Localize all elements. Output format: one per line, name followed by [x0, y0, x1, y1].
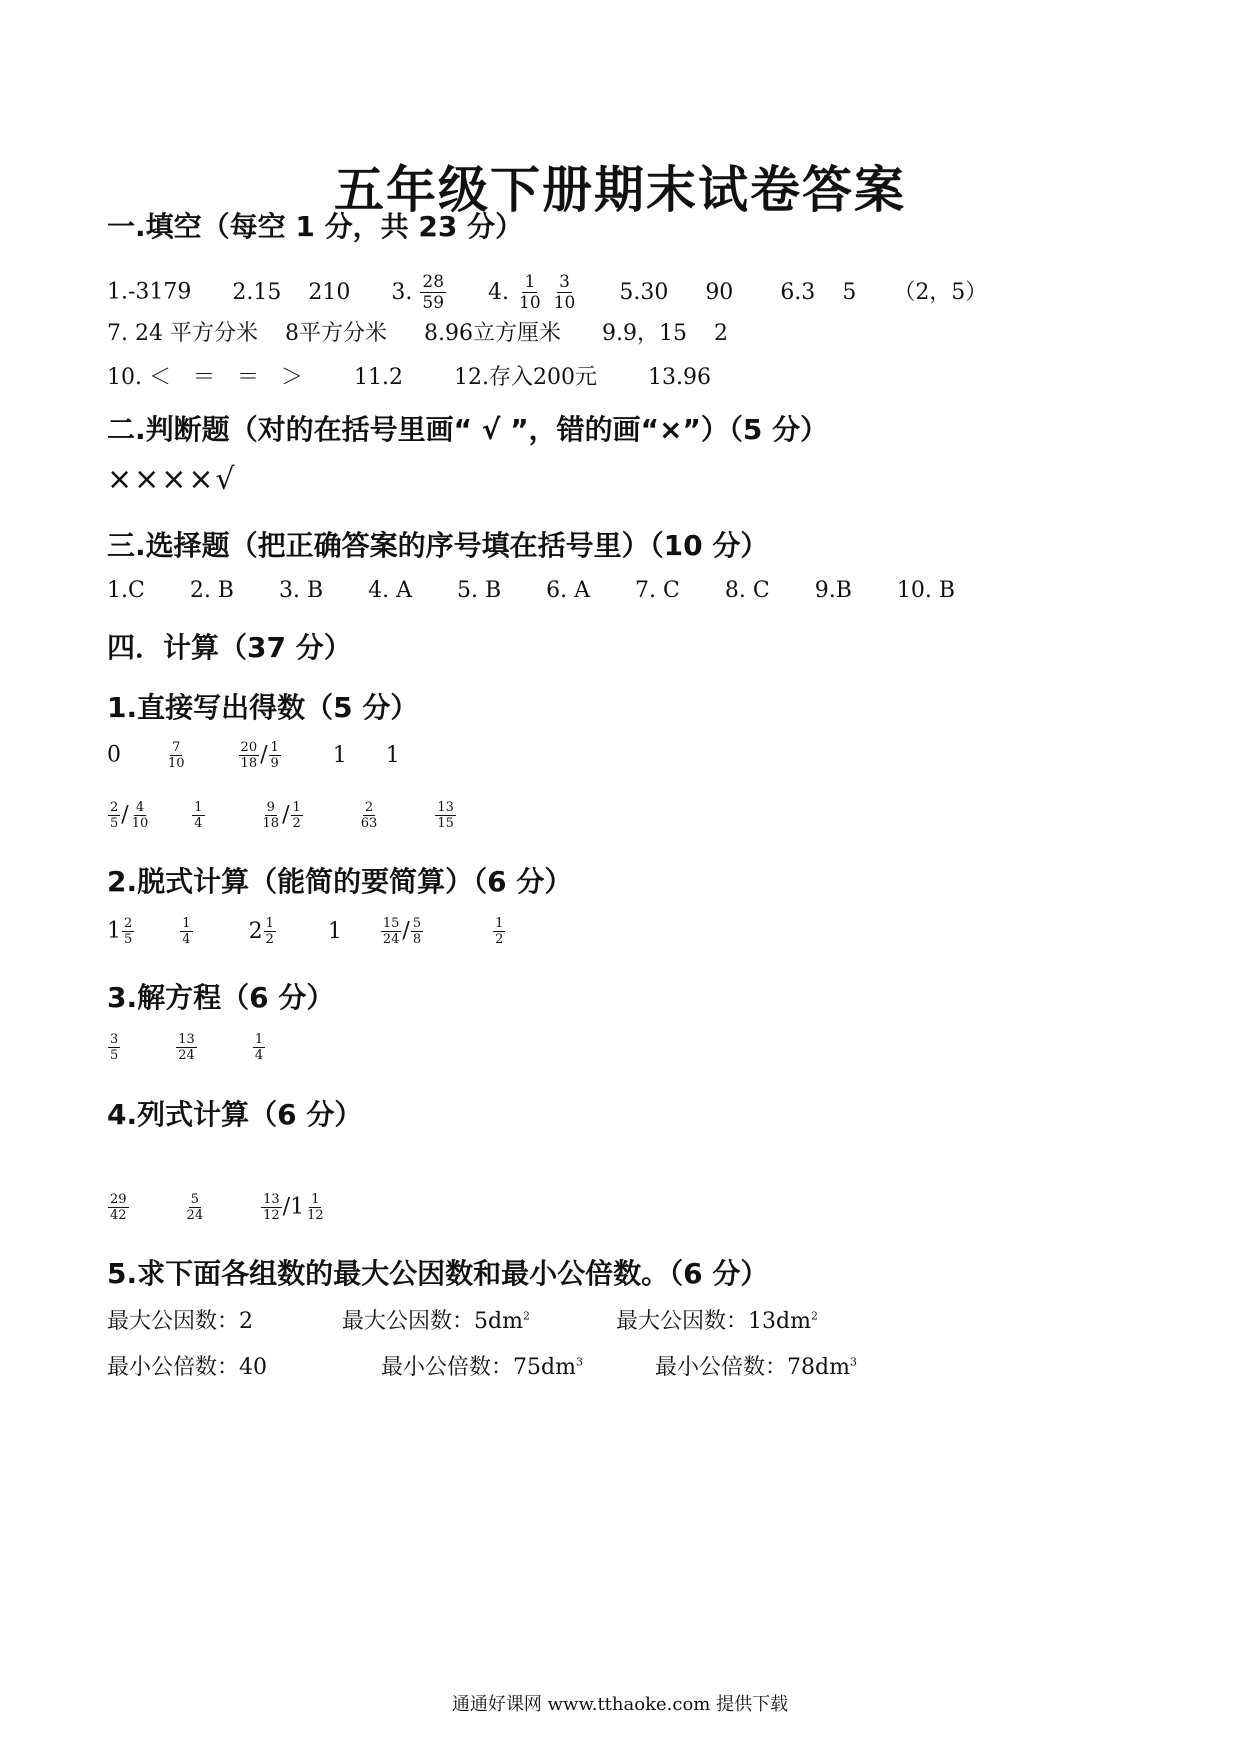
- section-2-heading: 二.判断题（对的在括号里画“ √ ”，错的画“×”）（5 分）: [107, 413, 829, 446]
- fraction: $\frac{13}{15}$: [437, 800, 454, 831]
- choice-answer: 3. B: [278, 578, 324, 603]
- answer-6b: 5: [842, 279, 857, 305]
- section-1-heading: 一.填空（每空 1 分，共 23 分）: [107, 210, 524, 243]
- value: 1: [327, 918, 342, 944]
- p2-row: [107, 916, 506, 947]
- fraction: $\frac{13}{12}$: [263, 1192, 280, 1223]
- answer-11: 11.2: [353, 365, 403, 390]
- s1-row3: [107, 360, 711, 391]
- fraction: $\frac{5}{8}$: [412, 916, 422, 947]
- fraction: $\frac{28}{59}$: [422, 272, 445, 313]
- fraction: $\frac{1}{4}$: [182, 916, 191, 947]
- fraction: $\frac{1}{4}$: [194, 800, 203, 831]
- whole: 1: [107, 918, 121, 944]
- answer-12: 12.存入200元: [453, 365, 597, 390]
- choice-answer: 10. B: [896, 578, 956, 603]
- choice-answer: 1.C: [107, 578, 145, 603]
- value: 1: [332, 742, 347, 768]
- part-4-heading: 4.列式计算（6 分）: [107, 1098, 363, 1131]
- part-2-heading: 2.脱式计算（能简的要简算）（6 分）: [107, 865, 573, 898]
- choice-answer: 5. B: [457, 578, 502, 603]
- lcm-answer-3: 最小公倍数：$78dm^3$: [655, 1355, 857, 1380]
- answer-10: 10. ＜ ＝ ＝ ＞: [107, 365, 303, 390]
- lcm-answer-1: 最小公倍数：40: [107, 1355, 267, 1380]
- section-3-heading: 三.选择题（把正确答案的序号填在括号里）（10 分）: [107, 529, 769, 562]
- answer-9b: 2: [713, 321, 728, 346]
- page-title: 五年级下册期末试卷答案: [334, 161, 906, 219]
- fraction: $\frac{1}{2}$: [265, 916, 274, 947]
- answer-8: 8.96立方厘米: [423, 321, 561, 346]
- answer-1: 1.-3179: [107, 279, 192, 305]
- gcd-answer-3: 最大公因数：$13dm^2$: [616, 1309, 818, 1334]
- fraction: $\frac{20}{18}$: [240, 740, 258, 771]
- fraction: $\frac{1}{2}$: [292, 800, 301, 831]
- part-3-heading: 3.解方程（6 分）: [107, 981, 335, 1014]
- gcd-answer-1: 最大公因数：2: [107, 1309, 253, 1334]
- gcd-answer-2: 最大公因数：$5dm^2$: [342, 1309, 530, 1334]
- p1-row2: [107, 800, 457, 831]
- answer-9: 9.9，15: [601, 321, 687, 346]
- value: 0: [107, 742, 121, 768]
- part-1-heading: 1.直接写出得数（5 分）: [107, 691, 419, 724]
- answer-7: 7. 24 平方分米: [107, 321, 258, 346]
- choice-answer: 9.B: [814, 578, 852, 603]
- footer: 通通好课网 www.tthaoke.com 提供下载: [451, 1694, 789, 1715]
- whole: 2: [248, 918, 263, 944]
- slash: /: [260, 742, 268, 768]
- section-4-heading: 四．计算（37 分）: [107, 631, 352, 664]
- lcm-answer-2: 最小公倍数：$75dm^3$: [381, 1355, 583, 1380]
- choice-answer: 7. C: [635, 578, 680, 603]
- fraction: $\frac{5}{24}$: [186, 1192, 204, 1223]
- fraction: $\frac{1}{12}$: [307, 1192, 324, 1223]
- answer-7b: 8平方分米: [284, 321, 387, 346]
- fraction: $\frac{3}{5}$: [110, 1032, 119, 1063]
- judgement-answers: ××××√: [107, 462, 237, 497]
- fraction: $\frac{1}{4}$: [254, 1032, 264, 1063]
- p4-row: [107, 1192, 327, 1223]
- slash: /: [402, 918, 410, 944]
- slash: /: [282, 1194, 291, 1220]
- fraction: $\frac{1}{10}$: [519, 272, 541, 313]
- slash: /: [121, 802, 129, 828]
- answer-5: 5.30: [619, 279, 669, 305]
- choice-answer: 2. B: [189, 578, 234, 603]
- fraction: $\frac{2}{5}$: [124, 916, 133, 947]
- fraction: $\frac{15}{24}$: [382, 916, 400, 947]
- fraction: $\frac{3}{10}$: [553, 272, 576, 313]
- fraction: $\frac{9}{18}$: [262, 800, 280, 831]
- part-5-heading: 5.求下面各组数的最大公因数和最小公倍数。（6 分）: [107, 1257, 769, 1290]
- p3-row: [107, 1032, 266, 1063]
- value: 1: [385, 742, 400, 768]
- fraction: $\frac{2}{5}$: [110, 800, 119, 831]
- choice-answer: 6. A: [546, 578, 591, 603]
- answer-4: 4.: [488, 279, 510, 305]
- p1-row1: [107, 740, 400, 771]
- whole: 1: [290, 1194, 305, 1220]
- fraction: $\frac{2}{63}$: [360, 800, 378, 831]
- fraction: $\frac{29}{42}$: [110, 1192, 127, 1223]
- s1-row1: [107, 272, 987, 313]
- fraction: $\frac{1}{9}$: [270, 740, 279, 771]
- fraction: $\frac{7}{10}$: [168, 740, 185, 771]
- answer-6c: （2，5）: [893, 279, 988, 305]
- s1-row2: [107, 316, 728, 347]
- choice-answer: 4. A: [368, 578, 413, 603]
- slash: /: [282, 802, 290, 828]
- answer-2: 2.15: [232, 279, 282, 305]
- choice-answers: [107, 578, 955, 603]
- answer-3: 3.: [391, 279, 413, 305]
- fraction: $\frac{1}{2}$: [495, 916, 504, 947]
- answer-5b: 90: [705, 279, 734, 305]
- choice-answer: 8. C: [724, 578, 770, 603]
- fraction: $\frac{13}{24}$: [178, 1032, 195, 1063]
- answer-2b: 210: [308, 279, 351, 305]
- answer-6: 6.3: [780, 279, 816, 305]
- fraction: $\frac{4}{10}$: [131, 800, 149, 831]
- answer-13: 13.96: [647, 365, 711, 390]
